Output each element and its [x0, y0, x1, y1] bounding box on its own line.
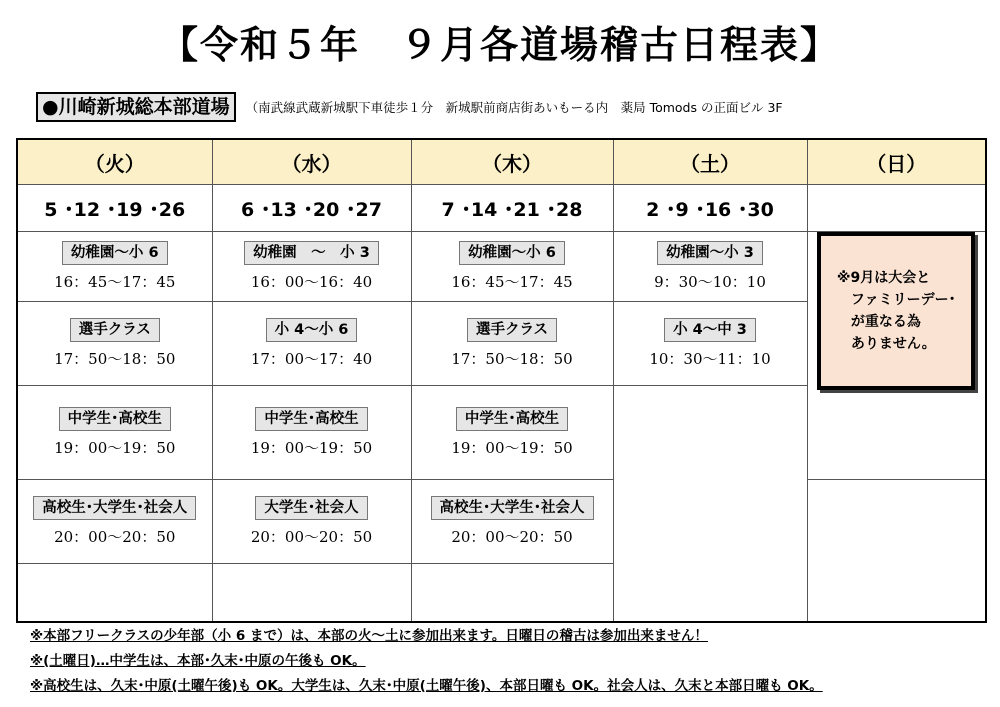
class-label: 高校生･大学生･社会人 [33, 496, 196, 520]
note-line: ※(土曜日)…中学生は、本部･久末･中原の午後も OK。 [30, 653, 366, 669]
class-time: 9：30～10：10 [654, 273, 766, 291]
dates-thu: 7 ･14 ･21 ･28 [411, 185, 613, 232]
day-sat: （土） [613, 139, 807, 185]
class-label: 小 4～中 3 [664, 318, 756, 342]
class-cell [212, 480, 411, 564]
sunday-notice-line: ありません。 [836, 336, 936, 352]
day-thu: （木） [411, 139, 613, 185]
class-time: 20：00～20：50 [54, 528, 176, 546]
class-row [17, 232, 986, 302]
class-time: 17：00～17：40 [250, 350, 373, 368]
class-cell [17, 480, 212, 564]
class-cell [17, 302, 212, 386]
class-label: 幼稚園～小 3 [657, 241, 763, 265]
class-cell [212, 302, 411, 386]
class-label: 大学生･社会人 [255, 496, 367, 520]
class-time: 20：00～20：50 [250, 528, 373, 546]
class-time: 10：30～11：10 [649, 350, 771, 368]
class-time: 19：00～19：50 [250, 439, 373, 457]
class-label: 幼稚園～小 6 [459, 241, 565, 265]
class-label: 幼稚園 ～ 小 3 [244, 241, 379, 265]
day-wed: （水） [212, 139, 411, 185]
class-time: 20：00～20：50 [451, 528, 573, 546]
location-header [36, 92, 783, 122]
class-cell [411, 480, 613, 564]
empty-cell [411, 564, 613, 622]
class-cell [411, 302, 613, 386]
sunday-notice-line: が重なる為 [836, 314, 921, 330]
day-tue: （火） [17, 139, 212, 185]
empty-cell [17, 564, 212, 622]
class-time: 19：00～19：50 [54, 439, 176, 457]
class-label: 高校生･大学生･社会人 [431, 496, 594, 520]
note-line: ※高校生は、久末･中原(土曜午後)も OK。大学生は、久末･中原(土曜午後)、本部日曜も OK。社会人は、久末と本部日曜も OK。 [30, 678, 823, 694]
sunday-notice [817, 232, 975, 390]
class-label: 中学生･高校生 [255, 407, 367, 431]
schedule-table [16, 138, 987, 623]
class-label: 中学生･高校生 [456, 407, 568, 431]
class-label: 選手クラス [467, 318, 557, 342]
dojo-name: ●川崎新城総本部道場 [36, 92, 236, 122]
dates-sat: 2 ･9 ･16 ･30 [613, 185, 807, 232]
dates-sun [807, 185, 986, 232]
class-cell [411, 386, 613, 480]
sunday-notice-line: ファミリーデー･ [836, 292, 956, 308]
empty-cell [212, 564, 411, 622]
class-label: 選手クラス [70, 318, 160, 342]
class-cell [17, 386, 212, 480]
class-cell [613, 232, 807, 302]
empty-cell [613, 386, 807, 622]
class-label: 小 4～小 6 [266, 318, 358, 342]
note-line: ※本部フリークラスの少年部（小 6 まで）は、本部の火～土に参加出来ます。日曜日の稽古は参加出来ません！ [30, 628, 708, 644]
dates-tue: 5 ･12 ･19 ･26 [17, 185, 212, 232]
class-time: 17：50～18：50 [54, 350, 176, 368]
class-time: 16：45～17：45 [54, 273, 176, 291]
class-time: 16：00～16：40 [250, 273, 373, 291]
class-time: 19：00～19：50 [451, 439, 573, 457]
sunday-cell [807, 232, 986, 480]
day-sun: （日） [807, 139, 986, 185]
dojo-address: （南武線武蔵新城駅下車徒歩１分 新城駅前商店街あいもーる内 薬局 Tomods の正面ビル 3F [245, 100, 783, 115]
class-label: 中学生･高校生 [59, 407, 171, 431]
class-cell [613, 302, 807, 386]
empty-cell [807, 480, 986, 622]
day-header-row [17, 139, 986, 185]
class-label: 幼稚園～小 6 [62, 241, 168, 265]
class-row [17, 480, 986, 564]
dates-row [17, 185, 986, 232]
class-cell [212, 386, 411, 480]
page-title: 【令和５年 ９月各道場稽古日程表】 [159, 23, 840, 67]
class-time: 17：50～18：50 [451, 350, 573, 368]
class-time: 16：45～17：45 [451, 273, 573, 291]
sunday-notice-line: ※9月は大会と [836, 270, 931, 286]
dates-wed: 6 ･13 ･20 ･27 [212, 185, 411, 232]
class-cell [17, 232, 212, 302]
class-cell [411, 232, 613, 302]
notes [30, 624, 990, 699]
class-cell [212, 232, 411, 302]
